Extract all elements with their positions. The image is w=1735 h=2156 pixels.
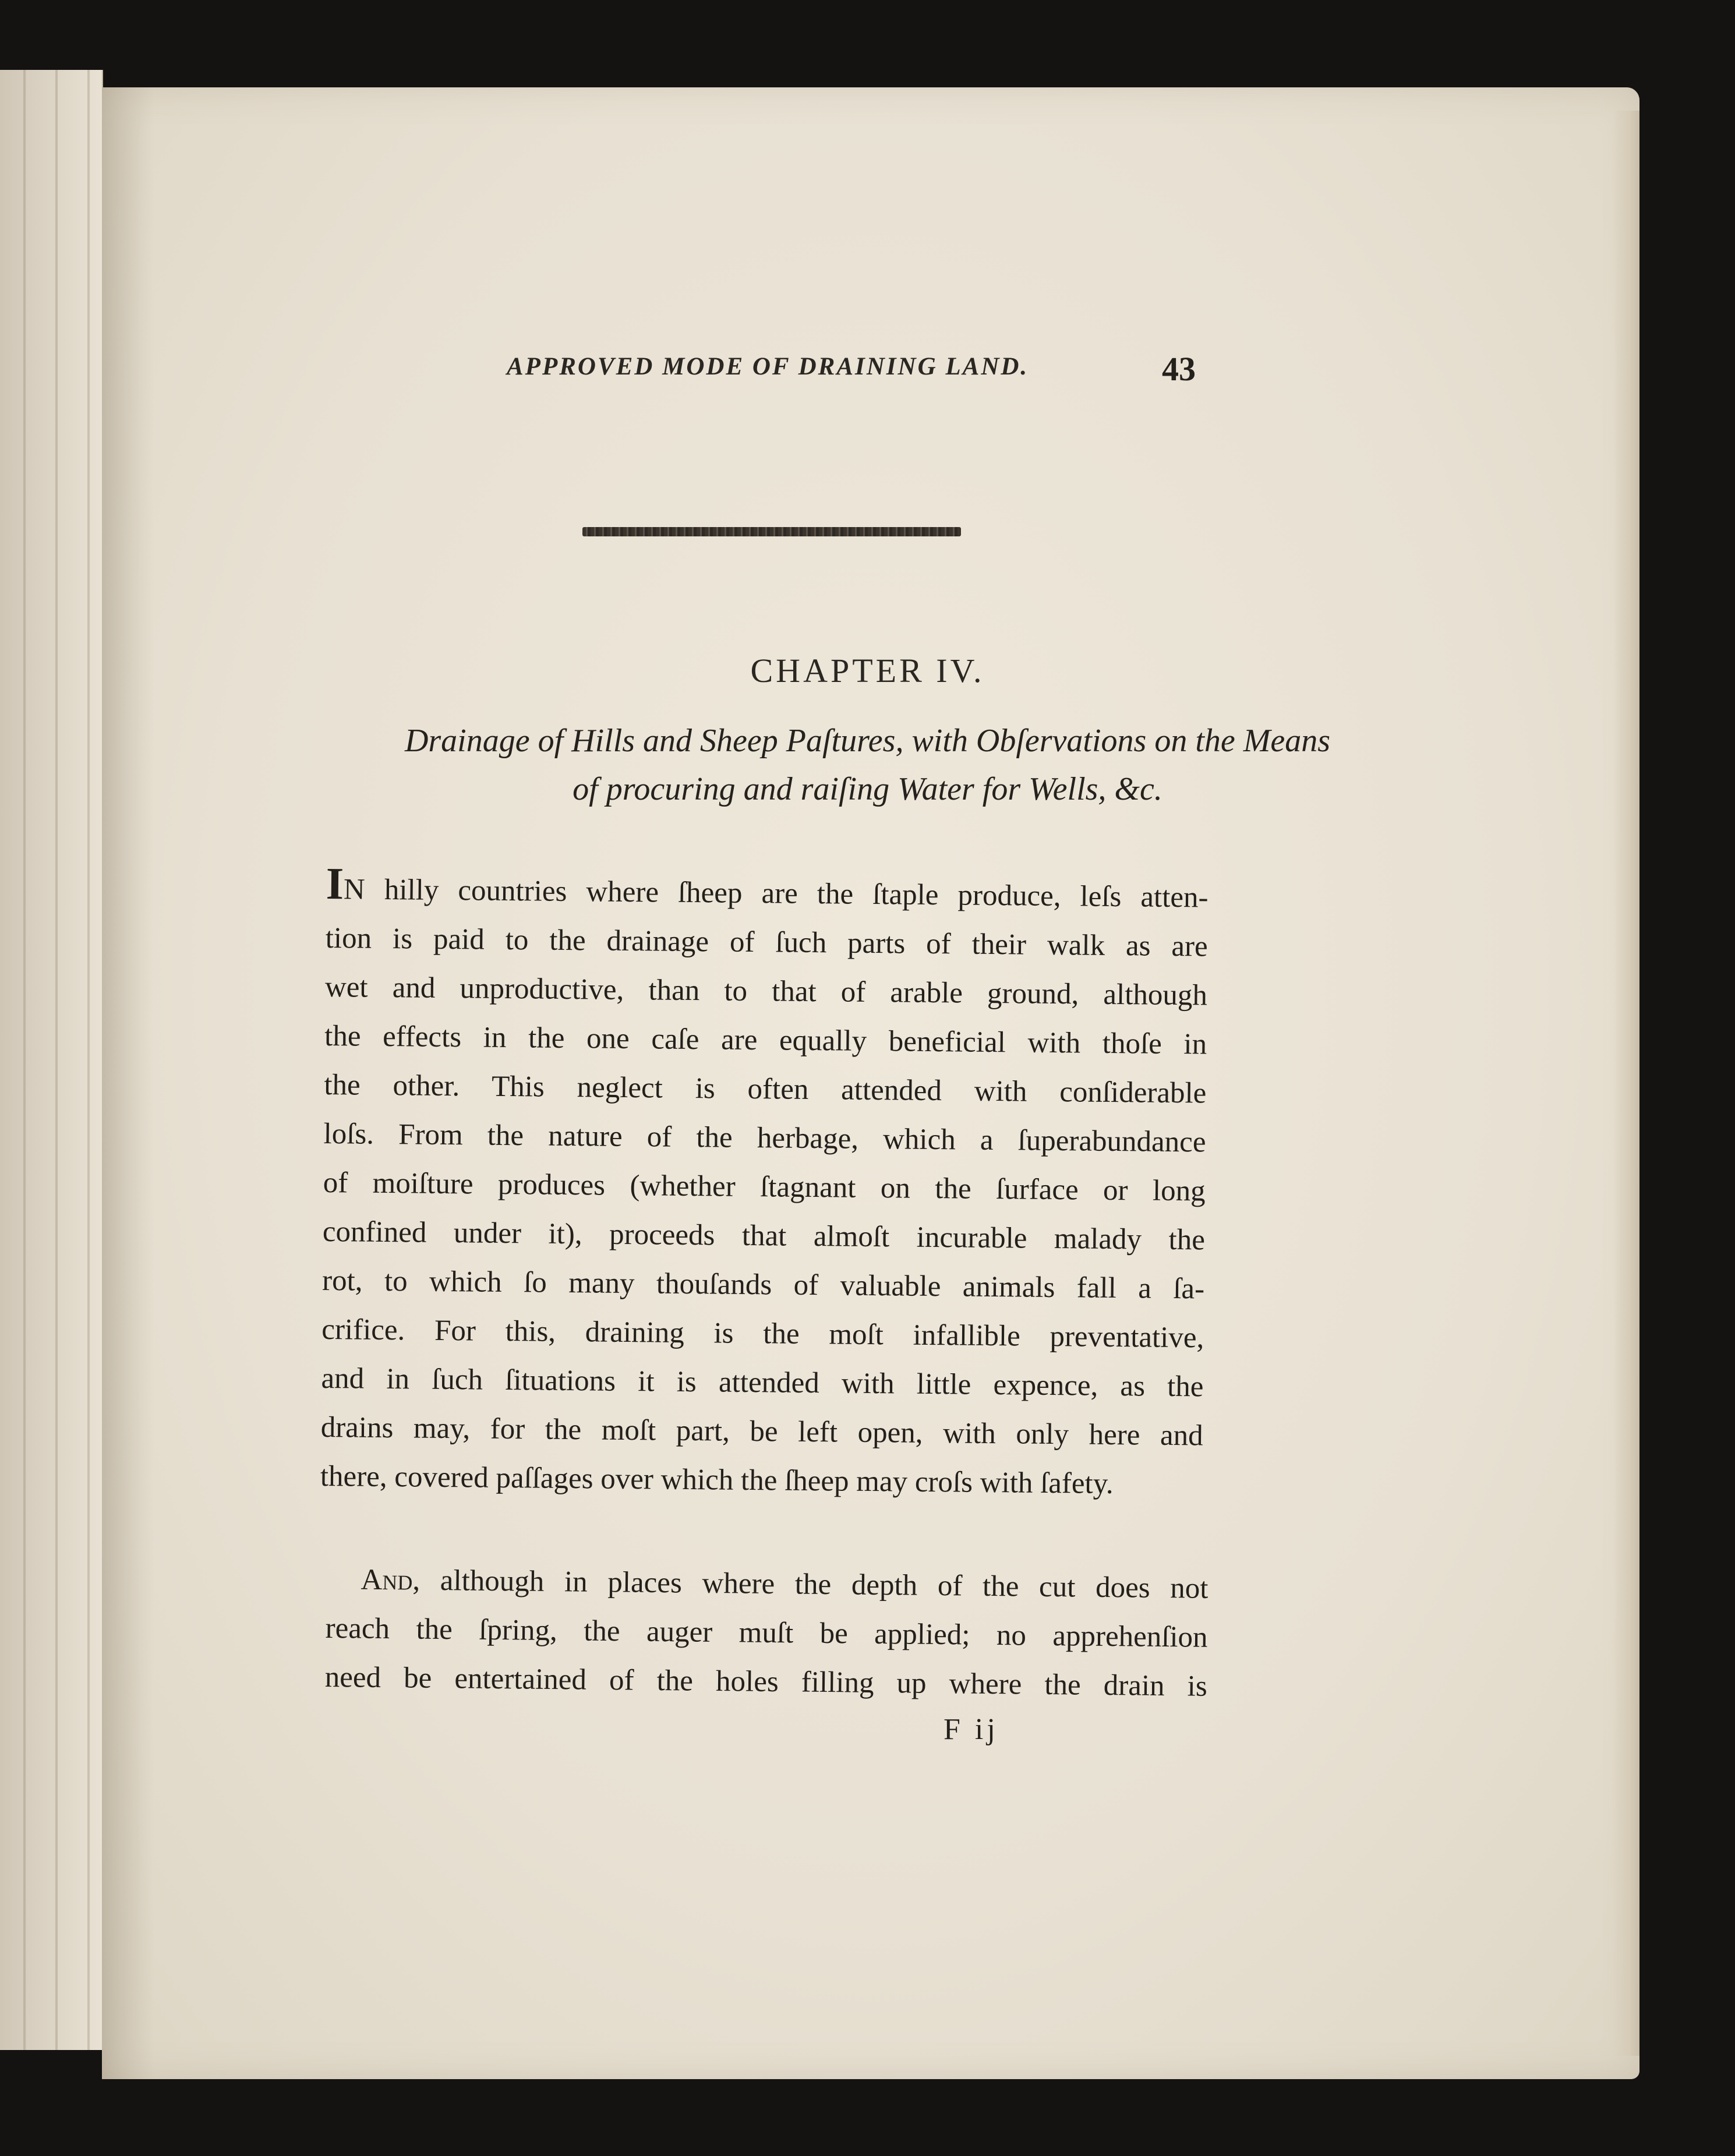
- facing-page-edge: [0, 70, 103, 2050]
- paragraph-1: [320, 858, 1209, 1509]
- paragraph-line: loſs. From the nature of the herbage, which a ſuperabundance: [323, 1117, 1206, 1159]
- lead-word: And,: [361, 1563, 421, 1597]
- paragraph-line: [326, 858, 1209, 923]
- decorative-rule: [582, 527, 961, 536]
- paragraph-line: tion is paid to the drainage of ſuch parts of their walk as are: [325, 921, 1208, 963]
- drop-cap: I: [326, 858, 344, 909]
- running-head: APPROVED MODE OF DRAINING LAND.: [507, 353, 1029, 380]
- paragraph-line: reach the ſpring, the auger muſt be applied; no apprehenſion: [325, 1611, 1208, 1654]
- lead-word: N: [343, 873, 366, 906]
- gutter-shadow: [102, 87, 154, 2079]
- paragraph-line: wet and unproductive, than to that of arable ground, although: [324, 970, 1208, 1012]
- chapter-title: CHAPTER IV.: [750, 652, 985, 690]
- chapter-subtitle-line-1: Drainage of Hills and Sheep Paſtures, with Obſervations on the Means: [404, 723, 1331, 759]
- paragraph-line: and in ſuch ſituations it is attended with little expence, as the: [321, 1362, 1204, 1404]
- paragraph-line: need be entertained of the holes filling up where the drain is: [324, 1660, 1208, 1703]
- paragraph-line: there, covered paſſages over which the ſheep may croſs with ſafety.: [320, 1459, 1114, 1501]
- page-number: 43: [1162, 350, 1196, 388]
- paragraph-2: [324, 1555, 1209, 1711]
- paragraph-line: the other. This neglect is often attended with conſiderable: [324, 1068, 1207, 1110]
- paragraph-line: rot, to which ſo many thouſands of valuable animals fall a ſa-: [321, 1264, 1205, 1306]
- line-text: although in places where the depth of the cut does not: [440, 1564, 1209, 1605]
- paragraph-line: [326, 1555, 1209, 1613]
- signature-mark: F ij: [944, 1713, 999, 1746]
- paragraph-line: the effects in the one caſe are equally beneficial with thoſe in: [324, 1019, 1207, 1061]
- page-fore-edge: [1613, 111, 1639, 2056]
- line-text: hilly countries where ſheep are the ſtaple produce, leſs atten-: [384, 873, 1209, 914]
- paragraph-line: confined under it), proceeds that almoſt incurable malady the: [322, 1215, 1206, 1257]
- paragraph-line: crifice. For this, draining is the moſt infallible preventative,: [321, 1313, 1204, 1355]
- paragraph-line: drains may, for the moſt part, be left open, with only here and: [320, 1411, 1203, 1452]
- paragraph-line: of moiſture produces (whether ſtagnant on the ſurface or long: [323, 1166, 1206, 1208]
- chapter-subtitle-line-2: of procuring and raiſing Water for Wells, &c.: [573, 771, 1162, 807]
